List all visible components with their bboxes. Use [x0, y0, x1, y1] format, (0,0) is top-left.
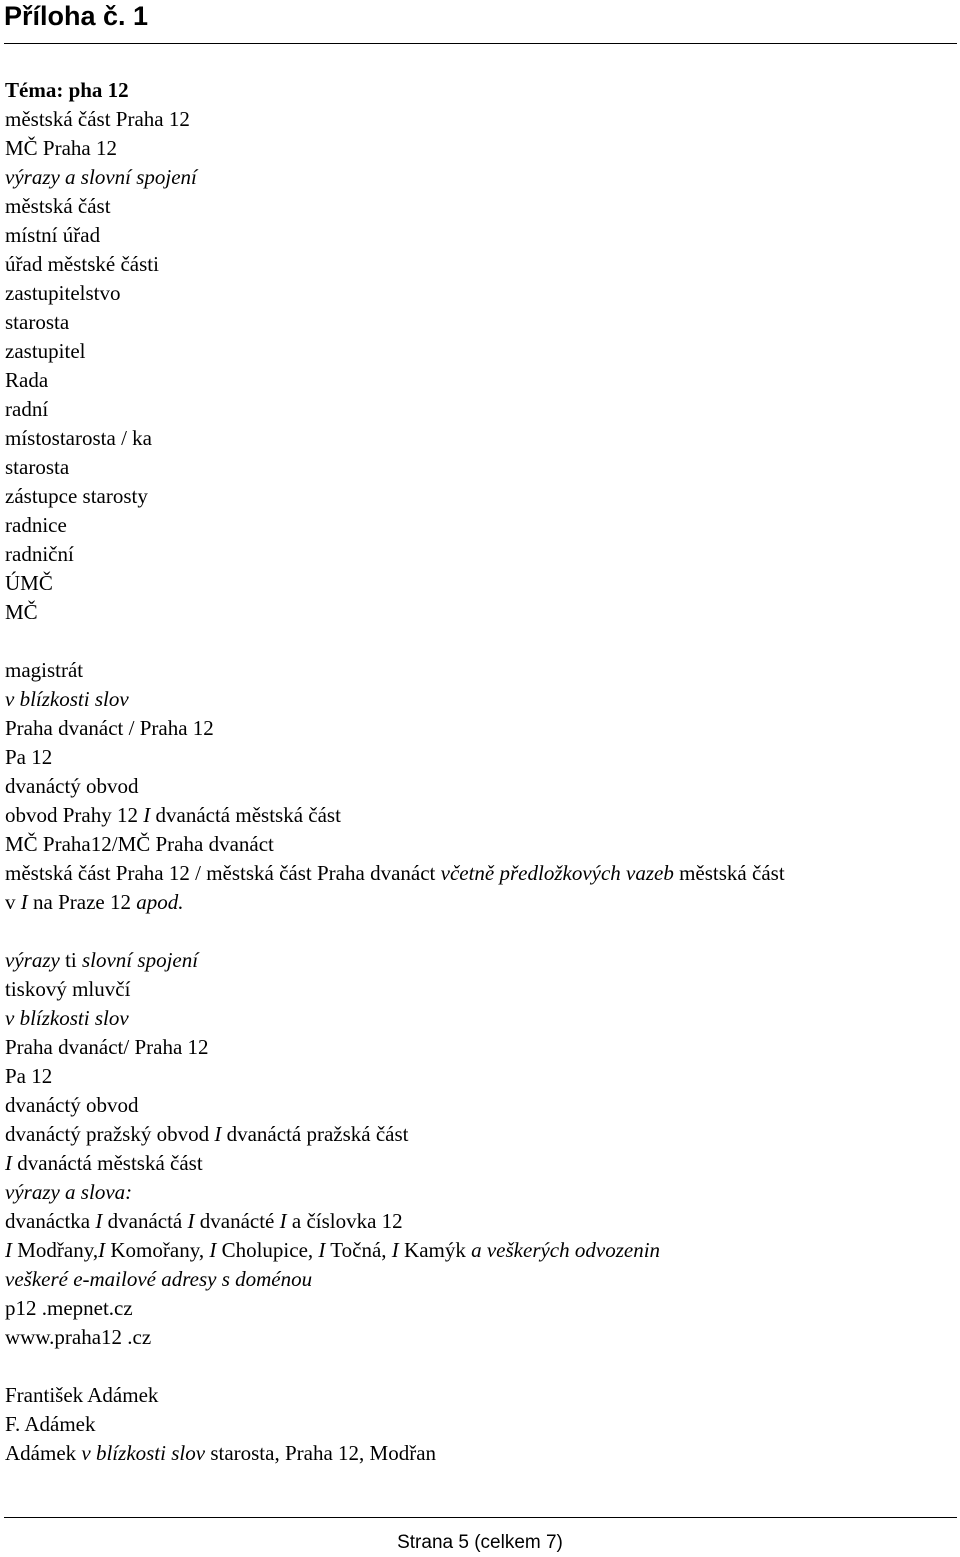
italic-segment: v blízkosti slov [81, 1441, 206, 1465]
text-segment: Praha dvanáct/ Praha 12 [5, 1035, 209, 1059]
text-segment: Praha dvanáct / Praha 12 [5, 716, 214, 740]
text-line [5, 1149, 203, 1178]
italic-segment: výrazy [5, 948, 60, 972]
text-segment: dvanáctá pražská část [221, 1122, 409, 1146]
text-line [5, 1062, 52, 1091]
text-line [5, 134, 117, 163]
text-line [5, 279, 120, 308]
text-line [5, 1004, 129, 1033]
text-line [5, 772, 139, 801]
italic-segment: I [318, 1238, 326, 1262]
topic-title [5, 76, 129, 105]
footer-rule [4, 1517, 957, 1518]
italic-segment: včetně předložkových vazeb [440, 861, 674, 885]
italic-segment: I [187, 1209, 195, 1233]
text-segment: a číslovka 12 [286, 1209, 403, 1233]
text-segment: F. Adámek [5, 1412, 96, 1436]
text-line [5, 1381, 158, 1410]
text-segment: zastupitel [5, 339, 86, 363]
text-line [5, 1439, 436, 1468]
text-line [5, 1410, 95, 1439]
text-line [5, 1178, 132, 1207]
text-segment: Kamýk [398, 1238, 472, 1262]
text-segment: MČ [5, 600, 38, 624]
text-segment: Cholupice, [216, 1238, 319, 1262]
text-line [5, 511, 67, 540]
italic-segment: slovní spojení [81, 948, 199, 972]
italic-segment: I [209, 1238, 217, 1262]
text-segment: MČ Praha 12 [5, 136, 117, 160]
italic-segment: a veškerých odvozenin [471, 1238, 661, 1262]
text-line [5, 1323, 151, 1352]
italic-segment: v blízkosti slov [5, 687, 129, 711]
text-line [5, 598, 38, 627]
text-segment: starosta [5, 455, 70, 479]
text-segment: ti [59, 948, 82, 972]
text-line [5, 685, 129, 714]
italic-segment: I [95, 1209, 103, 1233]
text-segment: dvanáctka [5, 1209, 96, 1233]
text-line [5, 337, 85, 366]
text-line [5, 366, 48, 395]
text-segment: na Praze 12 [27, 890, 137, 914]
text-segment: zástupce starosty [5, 484, 148, 508]
text-segment: dvanáctý obvod [5, 1093, 139, 1117]
italic-segment: I [279, 1209, 287, 1233]
text-segment: dvanáctá městská část [12, 1151, 203, 1175]
text-line [5, 424, 152, 453]
text-line [5, 250, 159, 279]
text-line [5, 946, 198, 975]
text-line [5, 714, 214, 743]
text-segment: František Adámek [5, 1383, 159, 1407]
text-line [5, 859, 785, 888]
text-segment: dvanáctá [102, 1209, 188, 1233]
text-line [5, 1033, 209, 1062]
italic-segment: výrazy a slovní spojení [5, 165, 197, 189]
italic-segment: I [391, 1238, 399, 1262]
header-rule [4, 43, 957, 44]
text-line [5, 1294, 133, 1323]
text-segment: radnice [5, 513, 67, 537]
text-segment: městská část [673, 861, 785, 885]
text-line [5, 1120, 409, 1149]
text-line [5, 1091, 139, 1120]
italic-segment: v blízkosti slov [5, 1006, 129, 1030]
text-segment: radniční [5, 542, 74, 566]
text-line [5, 308, 69, 337]
text-segment: v [5, 890, 21, 914]
text-line [5, 1265, 312, 1294]
italic-segment: veškeré e-mailové adresy s doménou [5, 1267, 313, 1291]
text-segment: Komořany, [105, 1238, 210, 1262]
text-line [5, 221, 100, 250]
text-line [5, 192, 111, 221]
italic-segment: I [143, 803, 151, 827]
text-segment: radní [5, 397, 49, 421]
text-segment: dvanáctý obvod [5, 774, 139, 798]
text-line [5, 975, 130, 1004]
text-line [5, 163, 197, 192]
text-segment: magistrát [5, 658, 84, 682]
text-line [5, 801, 341, 830]
text-segment: místní úřad [5, 223, 101, 247]
text-segment: městská část [5, 194, 111, 218]
text-segment: dvanácté [194, 1209, 280, 1233]
italic-segment: I [5, 1238, 12, 1262]
text-segment: Pa 12 [5, 1064, 53, 1088]
text-line [5, 395, 48, 424]
text-segment: starosta, Praha 12, Modřan [205, 1441, 437, 1465]
text-line [5, 743, 52, 772]
text-segment: MČ Praha12/MČ Praha dvanáct [5, 832, 274, 856]
text-segment: Točná, [325, 1238, 392, 1262]
italic-segment: I [98, 1238, 106, 1262]
text-segment: Téma: pha 12 [5, 78, 129, 102]
text-line [5, 830, 274, 859]
text-segment: Rada [5, 368, 49, 392]
text-segment: dvanáctá městská část [150, 803, 341, 827]
text-segment: úřad městské části [5, 252, 159, 276]
italic-segment: apod. [136, 890, 184, 914]
page-heading: Příloha č. 1 [4, 1, 149, 31]
text-segment: www.praha12 .cz [5, 1325, 152, 1349]
text-segment: tiskový mluvčí [5, 977, 131, 1001]
text-line [5, 656, 83, 685]
text-segment: městská část Praha 12 [5, 107, 190, 131]
text-line [5, 105, 190, 134]
italic-segment: výrazy a slova: [5, 1180, 133, 1204]
text-segment: Adámek [5, 1441, 82, 1465]
text-line [5, 540, 74, 569]
text-segment: místostarosta / ka [5, 426, 152, 450]
italic-segment: I [5, 1151, 12, 1175]
text-segment: ÚMČ [5, 571, 53, 595]
text-segment: Modřany, [12, 1238, 99, 1262]
text-segment: zastupitelstvo [5, 281, 121, 305]
italic-segment: I [214, 1122, 222, 1146]
text-line [5, 482, 148, 511]
text-line [5, 1207, 403, 1236]
text-segment: Pa 12 [5, 745, 53, 769]
text-line [5, 1236, 660, 1265]
text-line [5, 453, 69, 482]
text-segment: městská část Praha 12 / městská část Praha dvanáct [5, 861, 441, 885]
page-footer: Strana 5 (celkem 7) [397, 1532, 563, 1553]
text-line [5, 888, 183, 917]
text-segment: obvod Prahy 12 [5, 803, 144, 827]
text-segment: p12 .mepnet.cz [5, 1296, 133, 1320]
text-segment: starosta [5, 310, 70, 334]
italic-segment: I [20, 890, 28, 914]
text-segment: dvanáctý pražský obvod [5, 1122, 215, 1146]
text-line [5, 569, 53, 598]
